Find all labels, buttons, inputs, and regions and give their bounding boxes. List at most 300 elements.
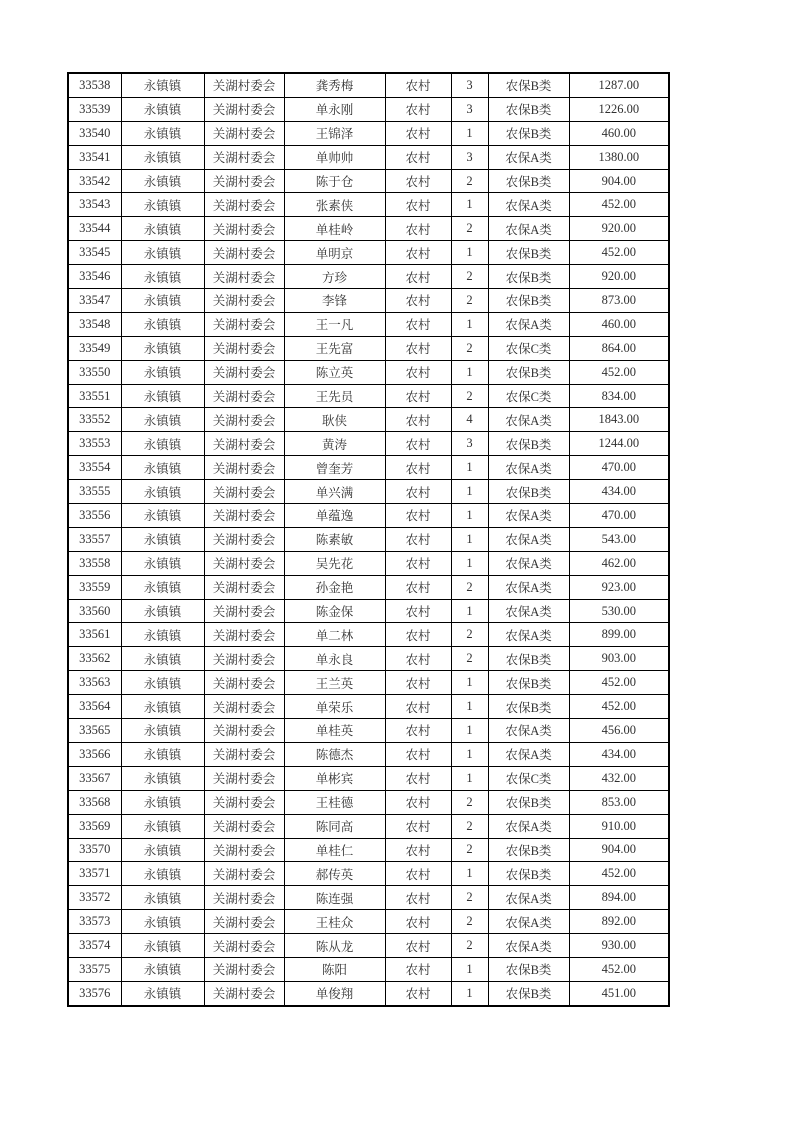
cell-residence-type: 农村 — [385, 432, 451, 456]
cell-town: 永镇镇 — [121, 957, 204, 981]
cell-serial-number: 33567 — [68, 766, 121, 790]
cell-residence-type: 农村 — [385, 671, 451, 695]
cell-amount: 452.00 — [569, 241, 669, 265]
cell-town: 永镇镇 — [121, 671, 204, 695]
cell-person-count: 1 — [451, 981, 488, 1005]
cell-residence-type: 农村 — [385, 551, 451, 575]
cell-name: 黄涛 — [284, 432, 385, 456]
cell-serial-number: 33542 — [68, 169, 121, 193]
cell-residence-type: 农村 — [385, 575, 451, 599]
cell-person-count: 2 — [451, 289, 488, 313]
cell-residence-type: 农村 — [385, 289, 451, 313]
cell-amount: 904.00 — [569, 838, 669, 862]
cell-amount: 1843.00 — [569, 408, 669, 432]
cell-person-count: 2 — [451, 265, 488, 289]
table-row — [68, 742, 669, 766]
cell-amount: 903.00 — [569, 647, 669, 671]
cell-name: 陈连强 — [284, 886, 385, 910]
cell-town: 永镇镇 — [121, 408, 204, 432]
cell-insurance-class: 农保A类 — [488, 312, 569, 336]
cell-town: 永镇镇 — [121, 480, 204, 504]
cell-amount: 834.00 — [569, 384, 669, 408]
cell-village-committee: 关湖村委会 — [204, 384, 284, 408]
table-row — [68, 647, 669, 671]
cell-village-committee: 关湖村委会 — [204, 504, 284, 528]
cell-town: 永镇镇 — [121, 121, 204, 145]
cell-person-count: 2 — [451, 623, 488, 647]
cell-insurance-class: 农保A类 — [488, 719, 569, 743]
table-row — [68, 145, 669, 169]
cell-town: 永镇镇 — [121, 623, 204, 647]
cell-person-count: 2 — [451, 384, 488, 408]
cell-insurance-class: 农保B类 — [488, 265, 569, 289]
cell-amount: 910.00 — [569, 814, 669, 838]
cell-serial-number: 33557 — [68, 527, 121, 551]
table-row — [68, 551, 669, 575]
cell-serial-number: 33538 — [68, 73, 121, 97]
cell-insurance-class: 农保A类 — [488, 217, 569, 241]
cell-person-count: 1 — [451, 719, 488, 743]
cell-town: 永镇镇 — [121, 647, 204, 671]
cell-serial-number: 33546 — [68, 265, 121, 289]
cell-name: 张素侠 — [284, 193, 385, 217]
cell-town: 永镇镇 — [121, 934, 204, 958]
cell-serial-number: 33558 — [68, 551, 121, 575]
cell-name: 耿侠 — [284, 408, 385, 432]
table-row — [68, 766, 669, 790]
cell-amount: 1380.00 — [569, 145, 669, 169]
cell-residence-type: 农村 — [385, 73, 451, 97]
cell-village-committee: 关湖村委会 — [204, 623, 284, 647]
cell-amount: 460.00 — [569, 121, 669, 145]
cell-residence-type: 农村 — [385, 480, 451, 504]
cell-person-count: 1 — [451, 360, 488, 384]
cell-insurance-class: 农保A类 — [488, 456, 569, 480]
cell-person-count: 2 — [451, 886, 488, 910]
roster-table — [67, 72, 670, 1007]
cell-village-committee: 关湖村委会 — [204, 312, 284, 336]
cell-serial-number: 33543 — [68, 193, 121, 217]
cell-village-committee: 关湖村委会 — [204, 265, 284, 289]
cell-serial-number: 33553 — [68, 432, 121, 456]
cell-name: 王锦泽 — [284, 121, 385, 145]
cell-serial-number: 33549 — [68, 336, 121, 360]
cell-amount: 920.00 — [569, 265, 669, 289]
table-row — [68, 862, 669, 886]
cell-village-committee: 关湖村委会 — [204, 934, 284, 958]
cell-residence-type: 农村 — [385, 766, 451, 790]
cell-village-committee: 关湖村委会 — [204, 981, 284, 1005]
cell-insurance-class: 农保A类 — [488, 504, 569, 528]
cell-person-count: 1 — [451, 742, 488, 766]
cell-village-committee: 关湖村委会 — [204, 408, 284, 432]
cell-person-count: 1 — [451, 957, 488, 981]
cell-name: 陈立英 — [284, 360, 385, 384]
cell-town: 永镇镇 — [121, 719, 204, 743]
table-row — [68, 838, 669, 862]
cell-insurance-class: 农保A类 — [488, 814, 569, 838]
table-row — [68, 814, 669, 838]
cell-insurance-class: 农保A类 — [488, 408, 569, 432]
cell-amount: 452.00 — [569, 957, 669, 981]
cell-person-count: 2 — [451, 790, 488, 814]
cell-amount: 1226.00 — [569, 97, 669, 121]
cell-residence-type: 农村 — [385, 169, 451, 193]
table-row — [68, 336, 669, 360]
cell-serial-number: 33574 — [68, 934, 121, 958]
cell-amount: 456.00 — [569, 719, 669, 743]
cell-amount: 894.00 — [569, 886, 669, 910]
cell-name: 陈金保 — [284, 599, 385, 623]
cell-serial-number: 33560 — [68, 599, 121, 623]
cell-insurance-class: 农保B类 — [488, 241, 569, 265]
cell-town: 永镇镇 — [121, 97, 204, 121]
cell-serial-number: 33565 — [68, 719, 121, 743]
cell-amount: 434.00 — [569, 742, 669, 766]
cell-name: 陈同高 — [284, 814, 385, 838]
cell-insurance-class: 农保B类 — [488, 862, 569, 886]
cell-serial-number: 33550 — [68, 360, 121, 384]
table-row — [68, 384, 669, 408]
cell-residence-type: 农村 — [385, 910, 451, 934]
cell-insurance-class: 农保A类 — [488, 910, 569, 934]
cell-serial-number: 33570 — [68, 838, 121, 862]
cell-village-committee: 关湖村委会 — [204, 121, 284, 145]
cell-town: 永镇镇 — [121, 910, 204, 934]
cell-serial-number: 33568 — [68, 790, 121, 814]
table-row — [68, 241, 669, 265]
cell-residence-type: 农村 — [385, 527, 451, 551]
cell-person-count: 3 — [451, 145, 488, 169]
cell-name: 单永刚 — [284, 97, 385, 121]
cell-amount: 543.00 — [569, 527, 669, 551]
cell-amount: 1244.00 — [569, 432, 669, 456]
cell-town: 永镇镇 — [121, 766, 204, 790]
table-row — [68, 312, 669, 336]
table-body — [68, 73, 669, 1006]
cell-name: 单桂仁 — [284, 838, 385, 862]
cell-name: 单永良 — [284, 647, 385, 671]
cell-amount: 930.00 — [569, 934, 669, 958]
table-row — [68, 671, 669, 695]
cell-residence-type: 农村 — [385, 647, 451, 671]
cell-name: 单俊翔 — [284, 981, 385, 1005]
cell-person-count: 3 — [451, 73, 488, 97]
cell-serial-number: 33564 — [68, 695, 121, 719]
cell-village-committee: 关湖村委会 — [204, 719, 284, 743]
cell-name: 郝传英 — [284, 862, 385, 886]
cell-serial-number: 33576 — [68, 981, 121, 1005]
cell-person-count: 1 — [451, 241, 488, 265]
cell-residence-type: 农村 — [385, 217, 451, 241]
cell-village-committee: 关湖村委会 — [204, 766, 284, 790]
cell-insurance-class: 农保A类 — [488, 575, 569, 599]
cell-serial-number: 33551 — [68, 384, 121, 408]
cell-residence-type: 农村 — [385, 719, 451, 743]
cell-serial-number: 33552 — [68, 408, 121, 432]
cell-town: 永镇镇 — [121, 886, 204, 910]
cell-residence-type: 农村 — [385, 957, 451, 981]
cell-person-count: 1 — [451, 480, 488, 504]
cell-name: 李锋 — [284, 289, 385, 313]
cell-amount: 864.00 — [569, 336, 669, 360]
cell-town: 永镇镇 — [121, 456, 204, 480]
cell-name: 单彬宾 — [284, 766, 385, 790]
table-row — [68, 910, 669, 934]
cell-amount: 460.00 — [569, 312, 669, 336]
cell-amount: 873.00 — [569, 289, 669, 313]
cell-residence-type: 农村 — [385, 456, 451, 480]
cell-person-count: 1 — [451, 456, 488, 480]
cell-insurance-class: 农保B类 — [488, 169, 569, 193]
cell-village-committee: 关湖村委会 — [204, 217, 284, 241]
cell-person-count: 1 — [451, 766, 488, 790]
cell-village-committee: 关湖村委会 — [204, 432, 284, 456]
cell-village-committee: 关湖村委会 — [204, 838, 284, 862]
cell-insurance-class: 农保B类 — [488, 121, 569, 145]
cell-insurance-class: 农保B类 — [488, 647, 569, 671]
cell-name: 陈阳 — [284, 957, 385, 981]
cell-town: 永镇镇 — [121, 575, 204, 599]
cell-village-committee: 关湖村委会 — [204, 957, 284, 981]
cell-serial-number: 33575 — [68, 957, 121, 981]
cell-amount: 452.00 — [569, 193, 669, 217]
table-row — [68, 289, 669, 313]
table-row — [68, 432, 669, 456]
cell-name: 单荣乐 — [284, 695, 385, 719]
cell-amount: 470.00 — [569, 504, 669, 528]
table-row — [68, 719, 669, 743]
cell-residence-type: 农村 — [385, 193, 451, 217]
table-row — [68, 575, 669, 599]
cell-village-committee: 关湖村委会 — [204, 73, 284, 97]
cell-residence-type: 农村 — [385, 695, 451, 719]
cell-residence-type: 农村 — [385, 384, 451, 408]
cell-insurance-class: 农保B类 — [488, 957, 569, 981]
cell-residence-type: 农村 — [385, 838, 451, 862]
cell-serial-number: 33561 — [68, 623, 121, 647]
table-row — [68, 886, 669, 910]
cell-name: 吴先花 — [284, 551, 385, 575]
cell-serial-number: 33548 — [68, 312, 121, 336]
cell-amount: 432.00 — [569, 766, 669, 790]
cell-town: 永镇镇 — [121, 193, 204, 217]
table-row — [68, 169, 669, 193]
cell-insurance-class: 农保B类 — [488, 981, 569, 1005]
cell-insurance-class: 农保B类 — [488, 73, 569, 97]
cell-residence-type: 农村 — [385, 504, 451, 528]
cell-residence-type: 农村 — [385, 623, 451, 647]
cell-serial-number: 33544 — [68, 217, 121, 241]
table-row — [68, 73, 669, 97]
cell-amount: 904.00 — [569, 169, 669, 193]
cell-person-count: 1 — [451, 504, 488, 528]
table-row — [68, 527, 669, 551]
cell-insurance-class: 农保A类 — [488, 599, 569, 623]
cell-village-committee: 关湖村委会 — [204, 671, 284, 695]
cell-village-committee: 关湖村委会 — [204, 169, 284, 193]
cell-person-count: 1 — [451, 551, 488, 575]
cell-residence-type: 农村 — [385, 886, 451, 910]
cell-insurance-class: 农保B类 — [488, 432, 569, 456]
cell-residence-type: 农村 — [385, 336, 451, 360]
cell-serial-number: 33540 — [68, 121, 121, 145]
cell-town: 永镇镇 — [121, 599, 204, 623]
cell-name: 单桂英 — [284, 719, 385, 743]
table-row — [68, 957, 669, 981]
cell-serial-number: 33541 — [68, 145, 121, 169]
cell-insurance-class: 农保B类 — [488, 289, 569, 313]
cell-village-committee: 关湖村委会 — [204, 814, 284, 838]
cell-amount: 451.00 — [569, 981, 669, 1005]
cell-insurance-class: 农保B类 — [488, 480, 569, 504]
cell-name: 王先员 — [284, 384, 385, 408]
cell-amount: 892.00 — [569, 910, 669, 934]
cell-residence-type: 农村 — [385, 862, 451, 886]
cell-town: 永镇镇 — [121, 312, 204, 336]
cell-name: 方珍 — [284, 265, 385, 289]
cell-name: 陈于仓 — [284, 169, 385, 193]
cell-name: 王一凡 — [284, 312, 385, 336]
cell-village-committee: 关湖村委会 — [204, 193, 284, 217]
table-row — [68, 480, 669, 504]
cell-amount: 899.00 — [569, 623, 669, 647]
table-row — [68, 360, 669, 384]
cell-serial-number: 33545 — [68, 241, 121, 265]
cell-person-count: 1 — [451, 193, 488, 217]
cell-insurance-class: 农保A类 — [488, 193, 569, 217]
cell-person-count: 3 — [451, 432, 488, 456]
table-row — [68, 623, 669, 647]
table-row — [68, 599, 669, 623]
cell-amount: 920.00 — [569, 217, 669, 241]
cell-residence-type: 农村 — [385, 312, 451, 336]
cell-town: 永镇镇 — [121, 336, 204, 360]
cell-insurance-class: 农保A类 — [488, 551, 569, 575]
cell-serial-number: 33562 — [68, 647, 121, 671]
cell-village-committee: 关湖村委会 — [204, 742, 284, 766]
cell-amount: 530.00 — [569, 599, 669, 623]
cell-residence-type: 农村 — [385, 121, 451, 145]
table-row — [68, 408, 669, 432]
cell-person-count: 2 — [451, 838, 488, 862]
cell-name: 曾奎芳 — [284, 456, 385, 480]
cell-insurance-class: 农保C类 — [488, 766, 569, 790]
cell-insurance-class: 农保B类 — [488, 97, 569, 121]
cell-village-committee: 关湖村委会 — [204, 886, 284, 910]
cell-village-committee: 关湖村委会 — [204, 241, 284, 265]
cell-village-committee: 关湖村委会 — [204, 695, 284, 719]
cell-village-committee: 关湖村委会 — [204, 360, 284, 384]
cell-town: 永镇镇 — [121, 790, 204, 814]
cell-person-count: 2 — [451, 814, 488, 838]
table-row — [68, 790, 669, 814]
cell-village-committee: 关湖村委会 — [204, 527, 284, 551]
cell-name: 单二林 — [284, 623, 385, 647]
cell-town: 永镇镇 — [121, 73, 204, 97]
cell-residence-type: 农村 — [385, 981, 451, 1005]
cell-name: 单桂岭 — [284, 217, 385, 241]
cell-town: 永镇镇 — [121, 742, 204, 766]
cell-serial-number: 33556 — [68, 504, 121, 528]
cell-town: 永镇镇 — [121, 527, 204, 551]
cell-amount: 452.00 — [569, 360, 669, 384]
cell-name: 王先富 — [284, 336, 385, 360]
table-row — [68, 265, 669, 289]
cell-village-committee: 关湖村委会 — [204, 145, 284, 169]
cell-person-count: 2 — [451, 336, 488, 360]
cell-serial-number: 33566 — [68, 742, 121, 766]
table-row — [68, 695, 669, 719]
cell-village-committee: 关湖村委会 — [204, 647, 284, 671]
cell-person-count: 2 — [451, 647, 488, 671]
cell-residence-type: 农村 — [385, 599, 451, 623]
cell-residence-type: 农村 — [385, 790, 451, 814]
cell-name: 王桂德 — [284, 790, 385, 814]
cell-person-count: 1 — [451, 862, 488, 886]
cell-insurance-class: 农保A类 — [488, 742, 569, 766]
cell-person-count: 1 — [451, 121, 488, 145]
cell-amount: 1287.00 — [569, 73, 669, 97]
cell-town: 永镇镇 — [121, 551, 204, 575]
cell-serial-number: 33555 — [68, 480, 121, 504]
cell-insurance-class: 农保B类 — [488, 790, 569, 814]
cell-village-committee: 关湖村委会 — [204, 790, 284, 814]
cell-village-committee: 关湖村委会 — [204, 910, 284, 934]
cell-person-count: 1 — [451, 671, 488, 695]
cell-name: 孙金艳 — [284, 575, 385, 599]
cell-amount: 470.00 — [569, 456, 669, 480]
cell-serial-number: 33559 — [68, 575, 121, 599]
cell-name: 陈素敏 — [284, 527, 385, 551]
cell-town: 永镇镇 — [121, 862, 204, 886]
cell-amount: 923.00 — [569, 575, 669, 599]
cell-town: 永镇镇 — [121, 432, 204, 456]
cell-residence-type: 农村 — [385, 408, 451, 432]
cell-person-count: 1 — [451, 312, 488, 336]
cell-residence-type: 农村 — [385, 145, 451, 169]
cell-serial-number: 33547 — [68, 289, 121, 313]
cell-village-committee: 关湖村委会 — [204, 97, 284, 121]
cell-serial-number: 33571 — [68, 862, 121, 886]
cell-residence-type: 农村 — [385, 241, 451, 265]
cell-insurance-class: 农保B类 — [488, 838, 569, 862]
cell-town: 永镇镇 — [121, 217, 204, 241]
cell-amount: 853.00 — [569, 790, 669, 814]
cell-serial-number: 33573 — [68, 910, 121, 934]
cell-person-count: 2 — [451, 169, 488, 193]
cell-insurance-class: 农保A类 — [488, 145, 569, 169]
cell-person-count: 3 — [451, 97, 488, 121]
cell-town: 永镇镇 — [121, 265, 204, 289]
cell-name: 陈从龙 — [284, 934, 385, 958]
table-row — [68, 504, 669, 528]
cell-village-committee: 关湖村委会 — [204, 336, 284, 360]
table-row — [68, 217, 669, 241]
cell-residence-type: 农村 — [385, 742, 451, 766]
cell-name: 王桂众 — [284, 910, 385, 934]
cell-insurance-class: 农保C类 — [488, 336, 569, 360]
cell-person-count: 2 — [451, 217, 488, 241]
cell-serial-number: 33569 — [68, 814, 121, 838]
cell-serial-number: 33539 — [68, 97, 121, 121]
cell-amount: 452.00 — [569, 695, 669, 719]
cell-person-count: 2 — [451, 934, 488, 958]
cell-town: 永镇镇 — [121, 145, 204, 169]
cell-village-committee: 关湖村委会 — [204, 575, 284, 599]
cell-insurance-class: 农保B类 — [488, 695, 569, 719]
cell-residence-type: 农村 — [385, 97, 451, 121]
